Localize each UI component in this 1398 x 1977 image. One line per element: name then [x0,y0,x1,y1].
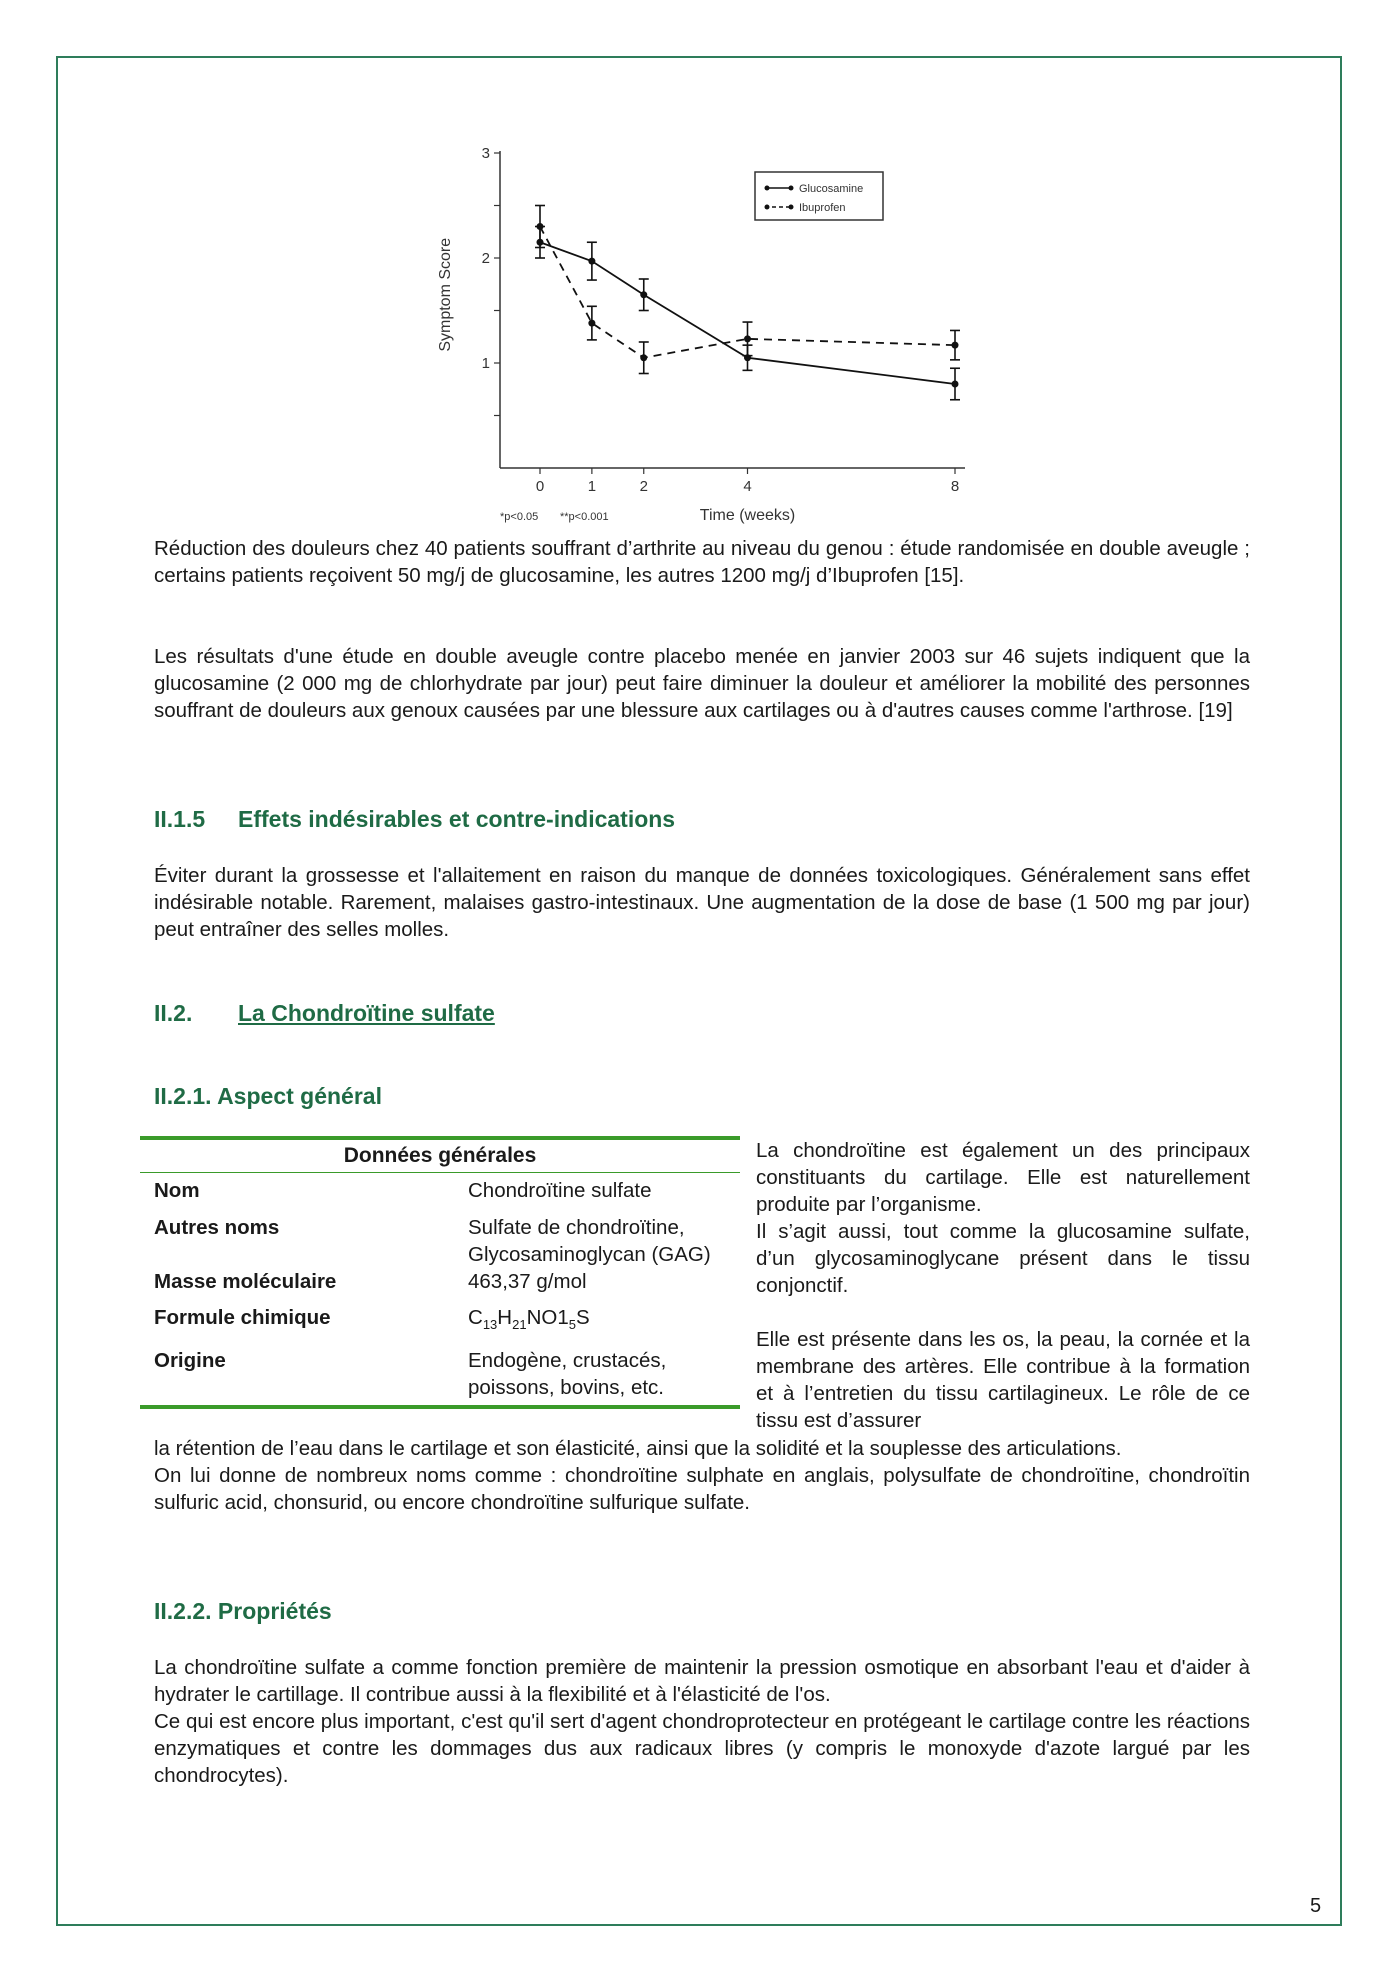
row-key: Nom [154,1179,200,1202]
y-axis-label: Symptom Score [437,237,454,352]
data-point-glucosamine [952,381,959,388]
x-tick-label: 4 [743,478,752,495]
x-tick-label: 8 [950,478,960,495]
x-tick-label: 0 [535,478,545,495]
table-row [140,1177,740,1204]
paragraph-side-effects: Éviter durant la grossesse et l'allaitement en raison du manque de données toxicologiques. Généralement sans effet indésirable notable. Rarement, malaises gastro-intestinaux. Une augmentation de la dose de base (1 500 mg par jour) peut entraîner des selles molles. [154,864,1250,941]
row-key: Autres noms [154,1216,280,1239]
legend-marker [789,205,794,210]
y-tick-label: 1 [481,355,490,372]
section-heading-ii-1-5 [154,806,1250,833]
data-point-ibuprofen [588,320,595,327]
table-row [140,1268,740,1295]
row-key: Masse moléculaire [154,1270,337,1293]
row-value: Chondroïtine sulfate [468,1179,652,1202]
footnote-p005: *p<0.05 [500,511,539,523]
section-title: La Chondroïtine sulfate [238,1000,495,1026]
chemical-formula: $C_{13}H_{21}NO1_5S$ [468,1306,590,1333]
footnote-p0001: **p<0.001 [560,511,609,523]
paragraph-continuation [154,1435,1250,1516]
section-heading-ii-2-1: II.2.1. Aspect général [154,1083,382,1109]
table-row [140,1347,740,1401]
properties-text [154,1654,1250,1789]
paragraph-properties-1: La chondroïtine sulfate a comme fonction première de maintenir la pression osmotique en absorbant l'eau et d'aider à hydrater le cartillage. Il contribue aussi à la flexibilité et à l'élasticité de l'os. [154,1656,1250,1706]
row-value: 463,37 g/mol [468,1270,587,1293]
data-point-ibuprofen [640,354,647,361]
table-bottom-rule [140,1405,740,1409]
paragraph-other-names: On lui donne de nombreux noms comme : chondroïtine sulphate en anglais, polysulfate de chondroïtine, chondroïtin sulfuric acid, chonsurid, ou encore chondroïtine sulfurique sulfate. [154,1464,1250,1514]
side-paragraph-1: La chondroïtine est également un des principaux constituants du cartilage. Elle est naturellement produite par l’organisme. [756,1139,1250,1216]
table-row [140,1304,740,1338]
legend-label: Ibuprofen [799,202,846,214]
y-tick-label: 2 [481,250,490,267]
section-heading-ii-2 [154,1000,1250,1027]
data-point-glucosamine [640,291,647,298]
legend-marker [765,186,770,191]
paragraph-study-results: Les résultats d'une étude en double aveugle contre placebo menée en janvier 2003 sur 46 sujets indiquent que la glucosamine (2 000 mg de chlorhydrate par jour) peut faire diminuer la douleur et améliorer la mobilité des personnes souffrant de douleurs aux genoux causées par une blessure aux cartilages ou à d'autres causes comme l'arthrose. [19] [154,645,1250,722]
paragraph-cartilage-role: la rétention de l’eau dans le cartilage et son élasticité, ainsi que la solidité et la souplesse des articulations. [154,1437,1122,1460]
legend-marker [789,186,794,191]
data-point-ibuprofen [744,335,751,342]
general-data-table [140,1136,740,1409]
data-point-ibuprofen [952,342,959,349]
section-number: II.2. [154,1000,193,1026]
page-number: 5 [1310,1895,1322,1917]
y-tick-label: 3 [481,145,490,162]
legend-marker [765,205,770,210]
table-header: Données générales [140,1140,740,1173]
section-title: Effets indésirables et contre-indications [238,806,676,832]
x-tick-label: 2 [639,478,648,495]
data-point-glucosamine [588,258,595,265]
side-paragraph-3: Elle est présente dans les os, la peau, la cornée et la membrane des artères. Elle contribue à la formation et à l’entretien du tissu cartilagineux. Le rôle de ce tissu est d’assurer [756,1328,1250,1432]
row-value: Sulfate de chondroïtine, Glycosaminoglycan (GAG) [468,1216,711,1266]
section-heading-ii-2-2: II.2.2. Propriétés [154,1598,332,1624]
paragraph-properties-2: Ce qui est encore plus important, c'est qu'il sert d'agent chondroprotecteur en protégeant le cartilage contre les réactions enzymatiques et contre les dommages dus aux radicaux libres (y compris le monoxyde d'azote largué par les chondrocytes). [154,1710,1250,1787]
side-text-column [756,1137,1250,1434]
x-axis-label: Time (weeks) [699,507,796,524]
row-value: Endogène, crustacés, poissons, bovins, etc. [468,1349,667,1400]
row-key: Origine [154,1349,226,1373]
table-row [140,1214,740,1268]
figure-caption: Réduction des douleurs chez 40 patients souffrant d’arthrite au niveau du genou : étude randomisée en double aveugle ; certains patients reçoivent 50 mg/j de glucosamine, les autres 1200 mg/j d’Ibuprofen [15]. [154,537,1250,587]
section-number: II.1.5 [154,806,206,832]
row-key: Formule chimique [154,1306,331,1329]
side-paragraph-2: Il s’agit aussi, tout comme la glucosamine sulfate, d’un glycosaminoglycane présent dans le tissu conjonctif. [756,1220,1250,1297]
symptom-score-chart [400,130,1000,540]
x-tick-label: 1 [587,478,597,495]
data-point-ibuprofen [537,223,544,230]
legend-label: Glucosamine [799,183,864,195]
